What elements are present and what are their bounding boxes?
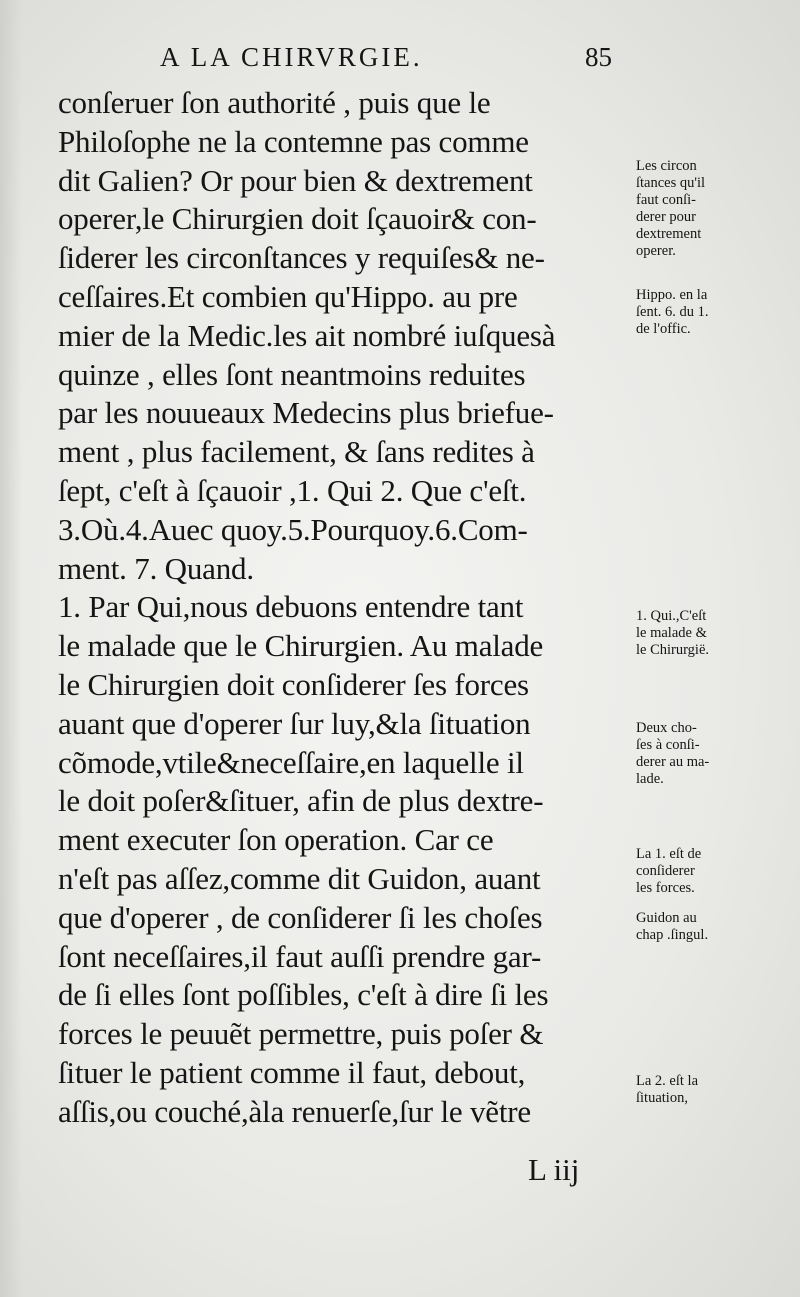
marginal-note <box>636 287 786 338</box>
text-line: que d'operer , de conſiderer ſi les choſes <box>58 899 543 935</box>
text-line: ment executer ſon operation. Car ce <box>58 822 494 858</box>
text-line: ment. 7. Quand. <box>58 550 254 586</box>
marginal-note-line: les forces. <box>636 880 695 896</box>
text-line: ſituer le patient comme il faut, debout, <box>58 1054 526 1090</box>
text-line: n'eſt pas aſſez,comme dit Guidon, auant <box>58 860 541 896</box>
text-line: Philoſophe ne la contemne pas comme <box>58 123 529 159</box>
signature-mark: L iij <box>528 1152 580 1187</box>
text-line: ment , plus facilement, & ſans redites à <box>58 434 535 470</box>
marginal-note-line: de l'offic. <box>636 321 691 337</box>
marginal-note-line: le Chirurgië. <box>636 642 710 658</box>
text-line: 1. Par Qui,nous debuons entendre tant <box>58 589 524 625</box>
text-line: cõmode,vtile&neceſſaire,en laquelle il <box>58 744 524 780</box>
marginal-note-line: ſtances qu'il <box>636 175 706 191</box>
text-line: auant que d'operer ſur luy,&la ſituation <box>58 705 531 741</box>
marginal-note <box>636 846 786 897</box>
marginal-note <box>636 1073 786 1107</box>
marginal-note-line: ſes à conſi- <box>636 737 700 753</box>
marginal-note-line: conſiderer <box>636 863 695 879</box>
text-line: forces le peuuẽt permettre, puis poſer & <box>58 1016 544 1052</box>
text-line: operer,le Chirurgien doit ſçauoir& con- <box>58 201 537 237</box>
marginal-note-line: dextrement <box>636 226 702 242</box>
marginal-note-line: 1. Qui.,C'eſt <box>636 608 707 624</box>
marginal-note-line: derer pour <box>636 209 696 225</box>
marginal-note <box>636 720 786 788</box>
marginal-note-line: chap .ſingul. <box>636 927 709 943</box>
text-line: ſiderer les circonſtances y requiſes& ne- <box>58 240 545 276</box>
marginal-note-line: ſent. 6. du 1. <box>636 304 709 320</box>
marginal-note-line: lade. <box>636 771 664 787</box>
marginal-note-line: La 1. eſt de <box>636 846 702 862</box>
marginal-note-line: le malade & <box>636 625 707 641</box>
page-number: 85 <box>585 42 612 72</box>
text-line: aſſis,ou couché,àla renuerſe,ſur le vẽtre <box>58 1093 531 1129</box>
marginal-note-line: Les circon <box>636 158 697 174</box>
marginal-note-line: derer au ma- <box>636 754 710 770</box>
marginal-note-line: Guidon au <box>636 910 697 926</box>
marginal-note <box>636 158 786 260</box>
text-line: le doit poſer&ſituer, afin de plus dextre- <box>58 783 544 819</box>
text-line: dit Galien? Or pour bien & dextrement <box>58 162 533 198</box>
marginal-note-line: faut conſi- <box>636 192 696 208</box>
marginal-note-line: ſituation, <box>636 1090 688 1106</box>
text-line: ſont neceſſaires,il faut auſſi prendre gar- <box>58 938 542 974</box>
running-head: A LA CHIRVRGIE. <box>160 42 423 72</box>
marginal-note-line: La 2. eſt la <box>636 1073 699 1089</box>
marginal-note-line: Deux cho- <box>636 720 697 736</box>
marginal-note <box>636 910 786 944</box>
text-line: de ſi elles ſont poſſibles, c'eſt à dire ſi les <box>58 977 549 1013</box>
text-line: le malade que le Chirurgien. Au malade <box>58 628 544 664</box>
text-line: ſept, c'eſt à ſçauoir ,1. Qui 2. Que c'eſt. <box>58 472 527 508</box>
text-line: par les nouueaux Medecins plus briefue- <box>58 395 554 431</box>
text-line: quinze , elles ſont neantmoins reduites <box>58 356 526 392</box>
text-line: le Chirurgien doit conſiderer ſes forces <box>58 666 529 702</box>
text-line: mier de la Medic.les ait nombré iuſquesà <box>58 317 556 353</box>
marginal-note <box>636 608 786 659</box>
text-line: ceſſaires.Et combien qu'Hippo. au pre <box>58 278 518 314</box>
text-line: conſeruer ſon authorité , puis que le <box>58 85 491 120</box>
marginal-note-line: operer. <box>636 243 676 259</box>
text-line: 3.Où.4.Auec quoy.5.Pourquoy.6.Com- <box>58 511 528 547</box>
marginal-note-line: Hippo. en la <box>636 287 708 303</box>
